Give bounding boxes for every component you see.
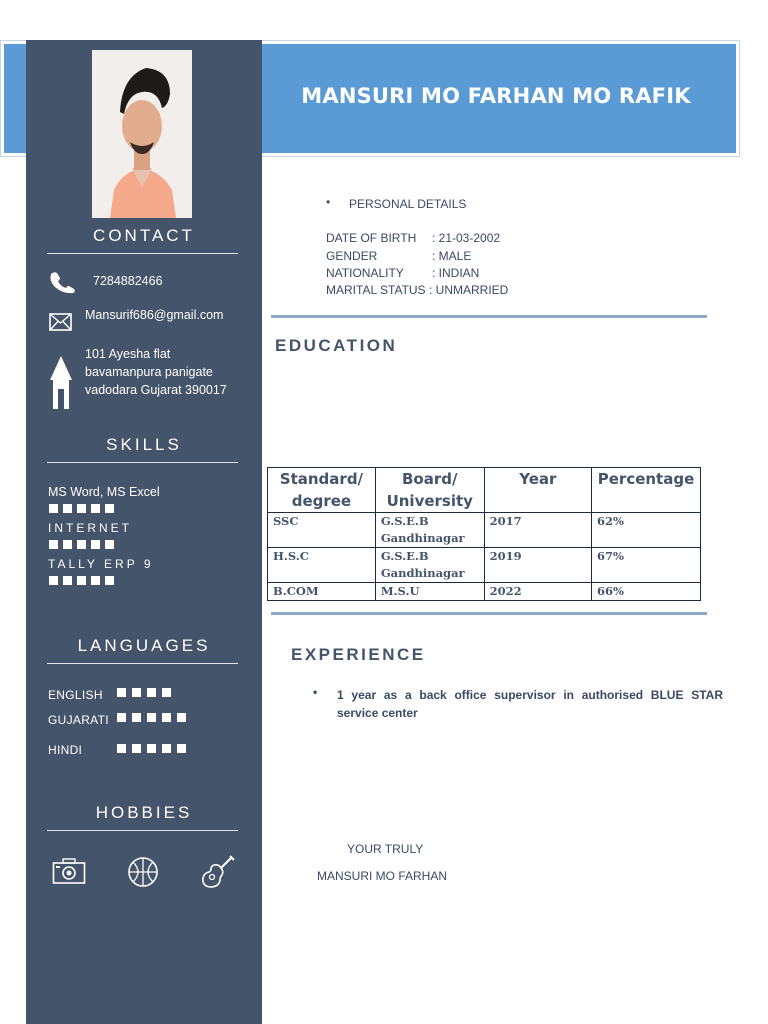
table-cell: H.S.C <box>268 548 376 583</box>
address-line-2: bavamanpura panigate <box>85 365 213 379</box>
table-cell: 66% <box>592 583 701 601</box>
skill-rating-tally <box>49 576 114 585</box>
experience-item: 1 year as a back office supervisor in authorised BLUE STAR service center <box>337 688 723 720</box>
table-cell: 2019 <box>484 548 591 583</box>
gender-value: : MALE <box>432 249 472 263</box>
hobbies-heading: HOBBIES <box>95 803 193 822</box>
skill-rating-ms-office <box>49 504 114 513</box>
column-header: Percentage <box>592 468 701 513</box>
contact-email: Mansurif686@gmail.com <box>85 308 224 322</box>
column-header: Year <box>484 468 591 513</box>
education-heading: EDUCATION <box>275 336 398 355</box>
skills-heading: SKILLS <box>106 435 182 454</box>
education-table <box>267 467 701 601</box>
contact-heading: CONTACT <box>93 226 195 245</box>
table-cell: M.S.U <box>375 583 484 601</box>
table-cell: 2022 <box>484 583 591 601</box>
home-icon <box>48 355 74 411</box>
language-label-english: ENGLISH <box>48 688 103 702</box>
nationality-value: : INDIAN <box>432 266 480 280</box>
languages-divider <box>47 663 238 664</box>
gender-label: GENDER <box>326 249 378 263</box>
hobbies-divider <box>47 830 238 831</box>
closing-salutation: YOUR TRULY <box>347 842 424 856</box>
language-label-hindi: HINDI <box>48 743 83 757</box>
table-header-row <box>268 468 701 513</box>
language-label-gujarati: GUJARATI <box>48 713 109 727</box>
languages-heading: LANGUAGES <box>77 636 211 655</box>
address-line-3: vadodara Gujarat 390017 <box>85 383 227 397</box>
personal-details-bullet: • <box>326 195 331 209</box>
experience-heading: EXPERIENCE <box>291 645 426 664</box>
skill-rating-internet <box>49 540 114 549</box>
table-cell: 62% <box>592 513 701 548</box>
table-cell: G.S.E.B Gandhinagar <box>375 548 484 583</box>
marital-status-label: MARITAL STATUS <box>326 283 426 297</box>
table-cell: 67% <box>592 548 701 583</box>
guitar-icon <box>200 855 236 889</box>
email-icon <box>49 312 73 332</box>
language-rating-gujarati <box>117 713 186 722</box>
address-line-1: 101 Ayesha flat <box>85 347 171 361</box>
language-rating-english <box>117 688 171 697</box>
contact-phone: 7284882466 <box>93 274 163 288</box>
education-divider <box>271 612 707 615</box>
contact-address <box>85 345 227 399</box>
column-header: Board/ University <box>375 468 484 513</box>
table-cell: 2017 <box>484 513 591 548</box>
experience-bullet: • <box>313 685 318 699</box>
resume-name: MANSURI MO FARHAN MO RAFIK <box>301 84 691 108</box>
contact-divider <box>47 253 238 254</box>
skill-label-ms-office: MS Word, MS Excel <box>48 485 160 499</box>
table-row <box>268 513 701 548</box>
table-cell: G.S.E.B Gandhinagar <box>375 513 484 548</box>
language-rating-hindi <box>117 744 186 753</box>
dob-label: DATE OF BIRTH <box>326 231 417 245</box>
skill-label-internet: INTERNET <box>48 521 132 535</box>
skill-label-tally: TALLY ERP 9 <box>48 557 154 571</box>
skills-divider <box>47 462 238 463</box>
personal-details-heading: PERSONAL DETAILS <box>349 197 467 211</box>
nationality-label: NATIONALITY <box>326 266 404 280</box>
table-cell: B.COM <box>268 583 376 601</box>
dob-value: : 21-03-2002 <box>432 231 501 245</box>
signature-name: MANSURI MO FARHAN <box>317 869 448 883</box>
profile-photo <box>92 50 192 218</box>
table-row <box>268 548 701 583</box>
phone-icon <box>48 270 78 294</box>
personal-divider <box>271 315 707 318</box>
camera-icon <box>52 857 86 885</box>
table-row <box>268 583 701 601</box>
table-cell: SSC <box>268 513 376 548</box>
basketball-icon <box>127 856 159 888</box>
column-header: Standard/ degree <box>268 468 376 513</box>
marital-status-value: : UNMARRIED <box>429 283 509 297</box>
